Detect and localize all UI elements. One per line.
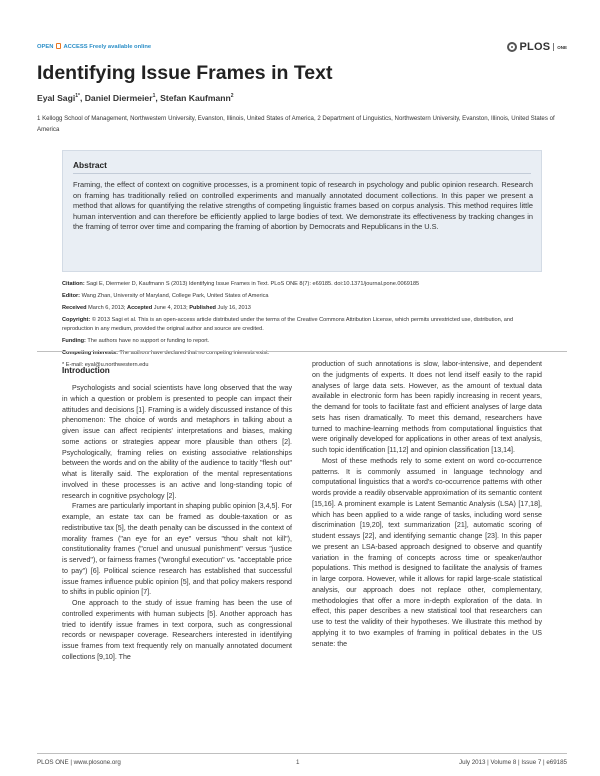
plos-one-logo[interactable] (507, 41, 567, 53)
section-divider (37, 351, 567, 352)
body-paragraph: Most of these methods rely to some extent on word co-occurrence patterns. It is commonly assumed in language technology and computational linguistics that a word's co-occurrence patterns with other words provide a readily observable approximation of its semantic content [15,16]. A prominent example is Latent Semantic Analysis (LSA) [17,18], which has been applied to a wide range of tasks, including word sense discrimination [19,20], text summarization [21], automatic scoring of student essays [22], and identifying semantic change [23]. In this paper we present an LSA-based approach designed to observe and quantify variation in the framing of concepts across time or speaker/author populations. This method is designed to facilitate the analysis of frames in large corpora. However, while it allows for rapid large-scale statistical analysis, our approach does not replace other, complementary, methodologies that offer a more in-depth exploration of the data. In effect, this paper describes a new statistical tool that researchers can use to test the validity of their hypotheses. We illustrate this method by applying it to two examples of framing in political debates in the US senate: the (312, 456, 542, 648)
citation-line: Citation: Sagi E, Diermeier D, Kaufmann S (2013) Identifying Issue Frames in Text. PLoS ONE 8(7): e69185. doi:10.1371/journal.pone.0069185 (62, 281, 420, 287)
open-access-label: OPEN ACCESS (37, 44, 88, 50)
body-paragraph: One approach to the study of issue framing has been the use of controlled experiments with human subjects [5]. Another approach has tried to identify issue frames in text corpora, such as congressional records or newspaper coverage. Researchers interested in identifying issue frames from text frequently rely on manually annotated document collections [9,10]. The (62, 599, 292, 661)
body-paragraph: Frames are particularly important in shaping public opinion [3,4,5]. For example, an estate tax can be framed as double-taxation or as redistributive tax [5], the death penalty can be discussed in the context of morality frames ("an eye for an eye" versus "thou shalt not kill"), constitutionality frames ("cruel and unusual punishment" versus "justice is served"), or fairness frames ("wrongful execution" vs. "acceptable price to pay") [6]. Political science research has established that successful issue frames influence public opinion [5], and that policy makers respond to shifts in public opinion [7]. (62, 502, 293, 597)
copyright-line: Copyright: © 2013 Sagi et al. This is an open-access article distributed under the terms of the Creative Commons Attribution License, which permits unrestricted use, distribution, and reproduction in any medium, provided the original author and source are credited. (62, 317, 514, 332)
abstract-box (62, 150, 542, 272)
plos-one-wordmark: ONE (557, 44, 567, 50)
top-bar (37, 41, 567, 55)
introduction-heading: Introduction (62, 366, 110, 375)
dates-line: Received March 6, 2013; Accepted June 4, 2013; Published July 16, 2013 (62, 305, 251, 311)
editor-line: Editor: Wang Zhan, University of Maryland, College Park, United States of America (62, 293, 269, 299)
plos-logo-icon (507, 42, 517, 52)
left-column (62, 366, 292, 663)
footer-journal-url[interactable]: PLOS ONE | www.plosone.org (37, 759, 121, 766)
article-title: Identifying Issue Frames in Text (37, 62, 333, 84)
footer-page-number: 1 (296, 759, 300, 766)
open-lock-icon (56, 43, 61, 49)
body-paragraph: production of such annotations is slow, labor-intensive, and dependent on the judgments of experts. It does not lend itself easily to the rapid analyses of large data sets. However, as the amount of textual data available in electronic form has been rapidly increasing in recent years, the demand for tools to facilitate fast and efficient analyses of large data sets has risen dramatically. To meet this demand, researchers have turned to machine-learning methods from computational linguistics that were originally developed for applications in other areas of text analysis, such topic identification [11,12] and opinion classification [13,14]. (312, 360, 542, 454)
plos-wordmark: PLOS (519, 41, 551, 53)
competing-interests-line: Competing interests: The authors have declared that no competing interests exist. (62, 349, 270, 356)
abstract-heading: Abstract (73, 160, 107, 170)
abstract-text: Framing, the effect of context on cognitive processes, is a prominent topic of research in psychology and public opinion research. Research on framing has traditionally relied on controlled experiments and manually annotated document collections. In this paper we present a method that allows for quantifying the relative strengths of competing linguistic frames based on corpus analysis. This method requires little human intervention and can therefore be efficiently applied to large bodies of text. We demonstrate its effectiveness by tracking changes in the framing of terror over time and comparing the framing of abortion by Democrats and Republicans in the U.S. (73, 180, 533, 232)
email-line[interactable]: * E-mail: eyal@u.northwestern.edu (62, 361, 149, 368)
author-list: Eyal Sagi$^{1*}$, Daniel Diermeier$^1$, Stefan Kaufmann$^2$ (37, 93, 234, 103)
funding-line: Funding: The authors have no support or funding to report. (62, 337, 210, 344)
open-access-badge (37, 43, 151, 50)
right-column (312, 359, 542, 649)
footer-issue-info: July 2013 | Volume 8 | Issue 7 | e69185 (458, 759, 567, 766)
footer-divider (37, 753, 567, 754)
body-paragraph: Psychologists and social scientists have long observed that the way in which a question or problem is presented to people can impact their attitudes and decisions [1]. Framing is a widely discussed instance of this phenomenon: The choice of words and metaphors in talking about a given issue can affect recipients' interpretations and biases, making some actions or strategies appear more plausible than others [2]. Psychologically, framing relies on existing associative relationships between the words and on the ability of the audience to tacitly "flesh out" what is literally said. The exploration of the mental representations involved in these processes is an active and long-standing topic of research in cognitive psychology [2]. (62, 384, 292, 500)
open-access-text: Freely available online (89, 44, 152, 50)
affiliations: 1 Kellogg School of Management, Northwestern University, Evanston, Illinois, United States of America, 2 Department of Linguistics, Northwestern University, Evanston, Illinois, United States of America (37, 115, 555, 133)
abstract-divider (73, 173, 531, 174)
logo-divider (553, 43, 554, 51)
